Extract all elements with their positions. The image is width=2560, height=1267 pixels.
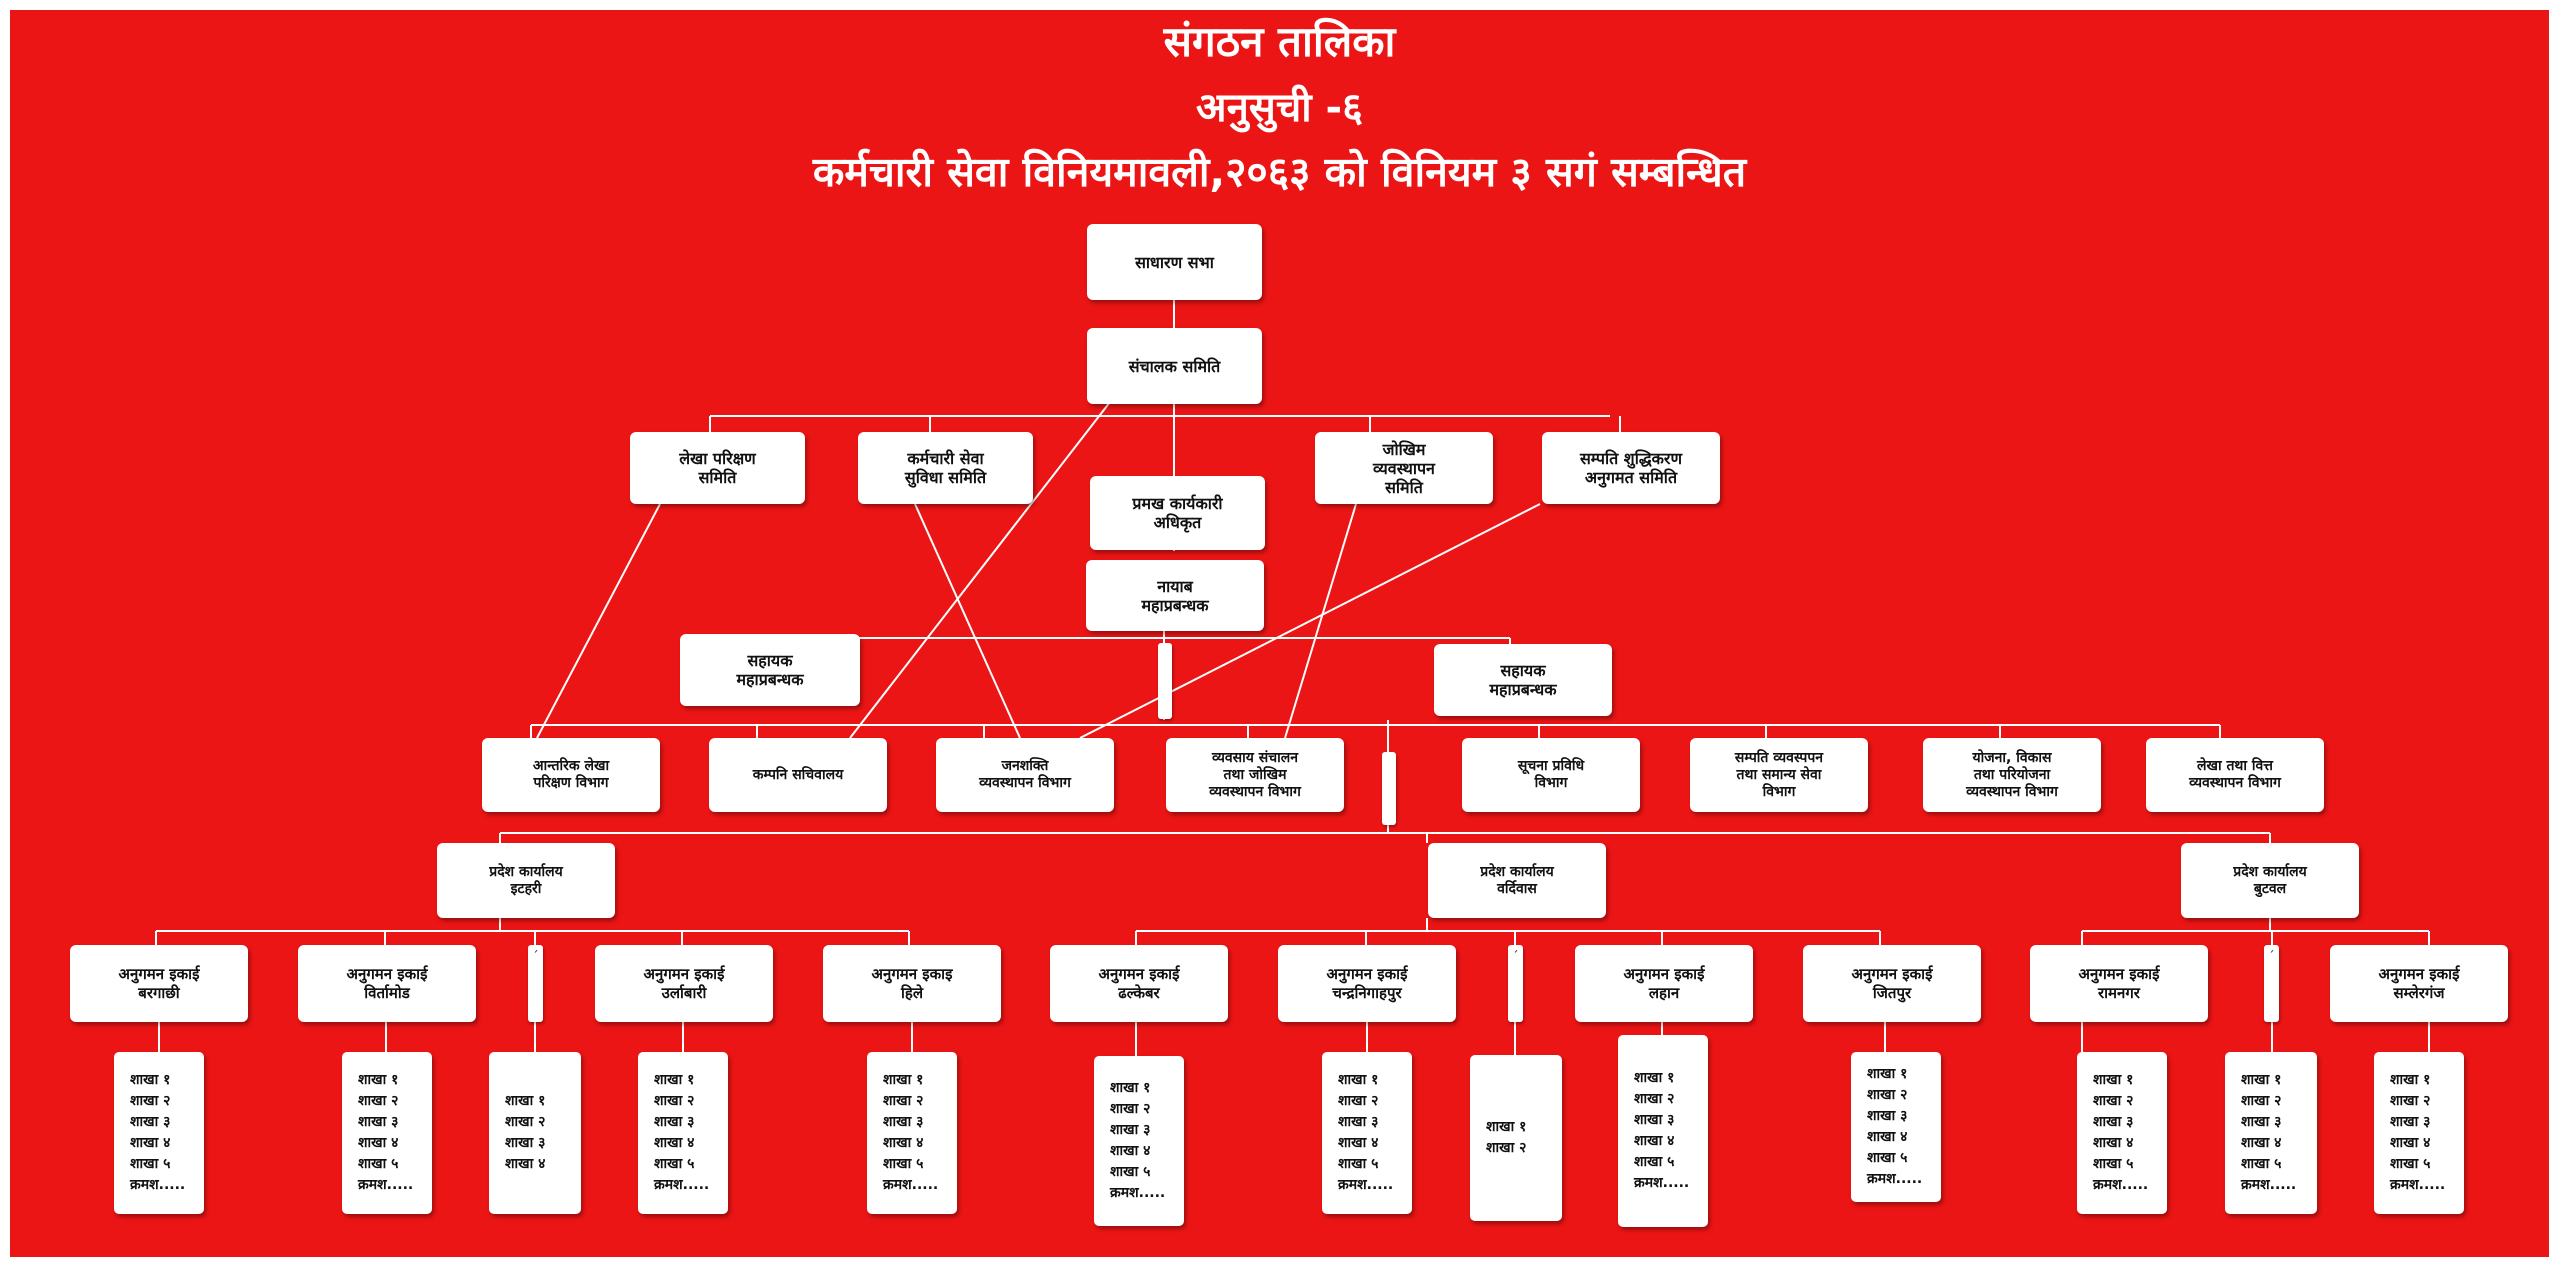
branch-list: शाखा १ शाखा २ शाखा ३ शाखा ४ शाखा ५ क्रमश.....	[114, 1052, 204, 1214]
branch-list: शाखा १ शाखा २ शाखा ३ शाखा ४ शाखा ५ क्रमश.....	[1094, 1056, 1184, 1226]
monitoring-unit-birtamod-box: अनुगमन इकाई विर्तामोड	[298, 945, 476, 1022]
branch-list: शाखा १ शाखा २ शाखा ३ शाखा ४ शाखा ५ क्रमश.....	[2077, 1052, 2167, 1214]
it-dept-box: सूचना प्रविधि विभाग	[1462, 738, 1640, 812]
branch-list: शाखा १ शाखा २ शाखा ३ शाखा ४ शाखा ५ क्रमश.....	[1618, 1035, 1708, 1227]
planning-development-dept-box: योजना, विकास तथा परियोजना व्यवस्थापन विभाग	[1923, 738, 2101, 812]
monitoring-unit-ramnagar-box: अनुगमन इकाई रामनगर	[2030, 945, 2208, 1022]
branch-list: शाखा १ शाखा २ शाखा ३ शाखा ४ शाखा ५ क्रमश.....	[2225, 1052, 2317, 1214]
deputy-general-manager-box: नायाब महाप्रबन्धक	[1086, 560, 1264, 631]
regulation-heading: कर्मचारी सेवा विनियमावली,२०६३ को विनियम ३ सगं सम्बन्धित	[812, 148, 1747, 196]
branch-list: शाखा १ शाखा २ शाखा ३ शाखा ४ शाखा ५ क्रमश.....	[638, 1052, 728, 1214]
property-general-services-dept-box: सम्पति व्यवस्पपन तथा समान्य सेवा विभाग	[1690, 738, 1868, 812]
connector-bar: ´	[528, 945, 543, 1022]
branch-list: शाखा १ शाखा २ शाखा ३ शाखा ४ शाखा ५ क्रमश.....	[1322, 1052, 1412, 1214]
aml-committee-box: सम्पति शुद्धिकरण अनुगमत समिति	[1542, 432, 1720, 504]
provincial-office-butwal-box: प्रदेश कार्यालय बुटवल	[2181, 843, 2359, 918]
monitoring-unit-hile-box: अनुगमन इकाइ हिले	[823, 945, 1001, 1022]
monitoring-unit-bargachhi-box: अनुगमन इकाई बरगाछी	[70, 945, 248, 1022]
accounts-finance-dept-box: लेखा तथा वित्त व्यवस्थापन विभाग	[2146, 738, 2324, 812]
risk-management-committee-box: जोखिम व्यवस्थापन समिति	[1315, 432, 1493, 504]
general-assembly-box: साधारण सभा	[1087, 224, 1262, 300]
monitoring-unit-samlerganj-box: अनुगमन इकाई सम्लेरगंज	[2330, 945, 2508, 1022]
branch-list: शाखा १ शाखा २ शाखा ३ शाखा ४ शाखा ५ क्रमश.....	[2374, 1052, 2464, 1214]
business-operations-risk-dept-box: व्यवसाय संचालन तथा जोखिम व्यवस्थापन विभाग	[1166, 738, 1344, 812]
branch-list: शाखा १ शाखा २	[1470, 1055, 1562, 1221]
agm-left-box: सहायक महाप्रबन्धक	[680, 634, 860, 706]
employee-welfare-committee-box: कर्मचारी सेवा सुविधा समिति	[858, 432, 1033, 504]
connector-bar	[1158, 643, 1172, 719]
monitoring-unit-dhalkebar-box: अनुगमन इकाई ढल्केबर	[1050, 945, 1228, 1022]
board-of-directors-box: संचालक समिति	[1087, 328, 1262, 404]
connector-bar	[1382, 752, 1396, 825]
connector-bar: ´	[2264, 945, 2279, 1022]
monitoring-unit-lahan-box: अनुगमन इकाई लहान	[1575, 945, 1753, 1022]
agm-right-box: सहायक महाप्रबन्धक	[1434, 644, 1612, 716]
branch-list: शाखा १ शाखा २ शाखा ३ शाखा ४ शाखा ५ क्रमश.....	[1851, 1052, 1941, 1202]
monitoring-unit-jitpur-box: अनुगमन इकाई जितपुर	[1803, 945, 1981, 1022]
ceo-box: प्रमख कार्यकारी अधिकृत	[1090, 476, 1265, 550]
schedule-heading: अनुसुची -६	[1196, 85, 1363, 131]
company-secretariat-box: कम्पनि सचिवालय	[709, 738, 887, 812]
audit-committee-box: लेखा परिक्षण समिति	[630, 432, 805, 504]
hr-management-dept-box: जनशक्ति व्यवस्थापन विभाग	[936, 738, 1114, 812]
internal-audit-dept-box: आन्तरिक लेखा परिक्षण विभाग	[482, 738, 660, 812]
branch-list: शाखा १ शाखा २ शाखा ३ शाखा ४ शाखा ५ क्रमश.....	[342, 1052, 432, 1214]
org-chart-canvas	[10, 10, 2549, 1257]
monitoring-unit-urlabari-box: अनुगमन इकाई उर्लाबारी	[595, 945, 773, 1022]
branch-list: शाखा १ शाखा २ शाखा ३ शाखा ४	[489, 1052, 581, 1214]
provincial-office-itahari-box: प्रदेश कार्यालय इटहरी	[437, 843, 615, 918]
connector-bar: ´	[1508, 945, 1523, 1022]
chart-title: संगठन तालिका	[1163, 17, 1396, 66]
monitoring-unit-chandranigahapur-box: अनुगमन इकाई चन्द्रनिगाहपुर	[1278, 945, 1456, 1022]
provincial-office-bardibas-box: प्रदेश कार्यालय वर्दिवास	[1428, 843, 1606, 918]
branch-list: शाखा १ शाखा २ शाखा ३ शाखा ४ शाखा ५ क्रमश.....	[867, 1052, 957, 1214]
